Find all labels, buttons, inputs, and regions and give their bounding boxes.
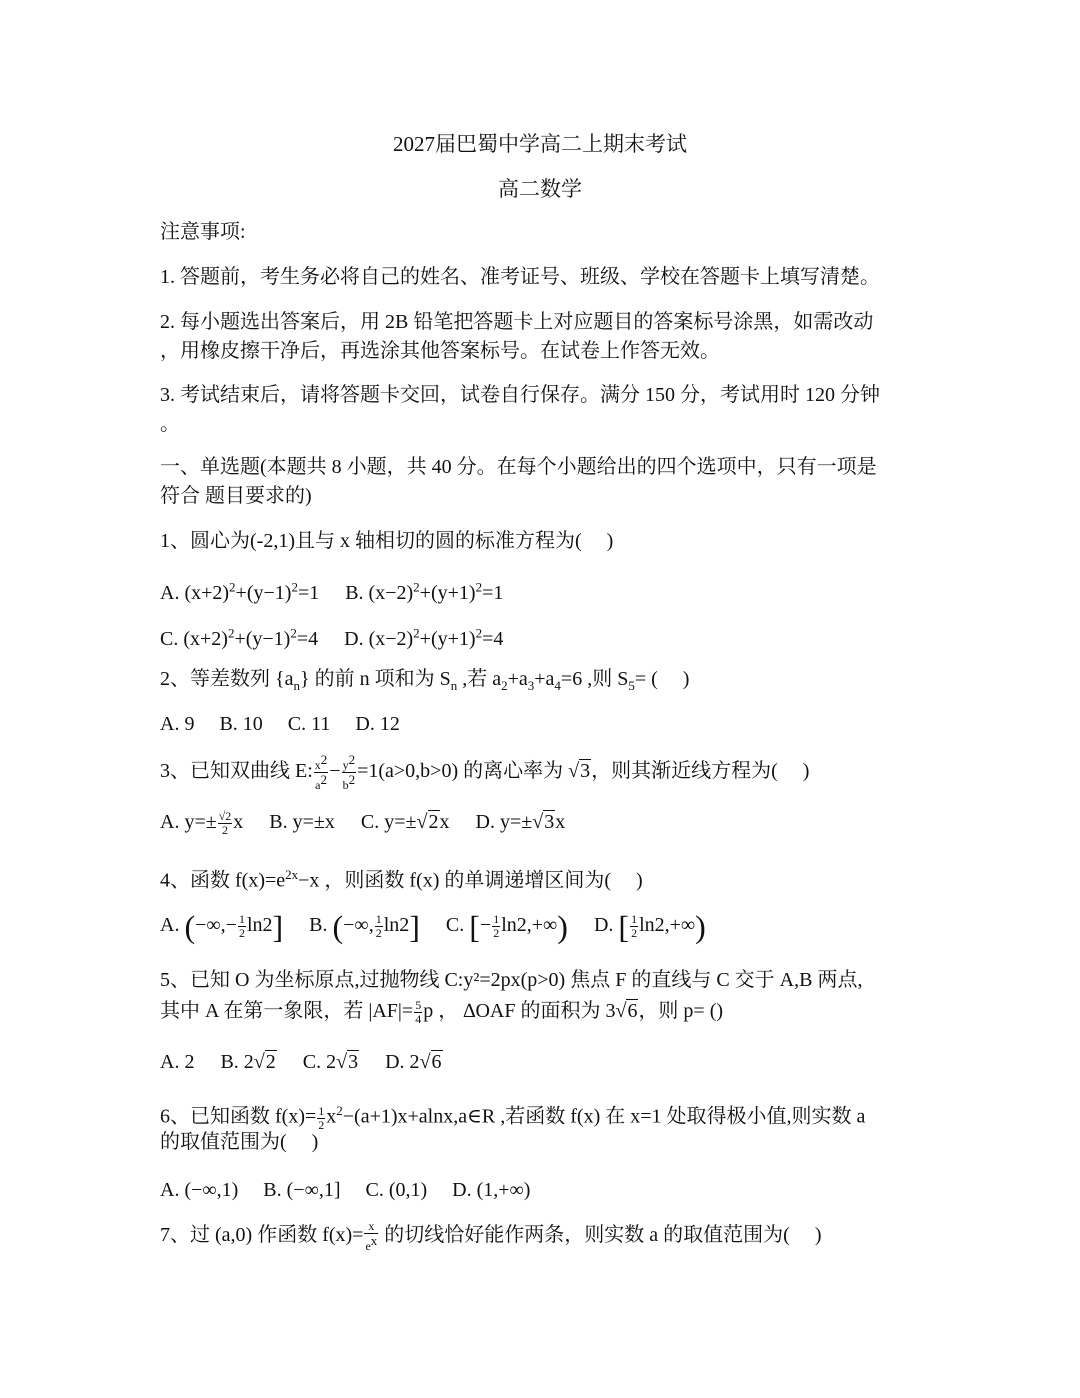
q5-option-b: B. 2√2 xyxy=(220,1051,276,1073)
section-heading-line2: 符合 题目要求的) xyxy=(160,485,312,507)
note-3-line2: 。 xyxy=(160,413,180,435)
q1-options-row1 xyxy=(160,573,503,607)
q3-stem: 3、已知双曲线 E: $\frac{x^2}{a^2}$ − $\frac{y^2}{b^2}$ =1(a>0,b>0) 的离心率为 √3，则其渐近线方程为( ) xyxy=(160,752,810,792)
q4-option-c: C. [− $\frac{1}{2}$ ln2,+∞) xyxy=(445,908,568,945)
q3-options xyxy=(160,808,565,837)
q4-option-d: D. [ $\frac{1}{2}$ ln2,+∞) xyxy=(593,908,706,945)
q5-option-d: D. 2√6 xyxy=(385,1051,442,1073)
q6-stem-line2: 的取值范围为( ) xyxy=(160,1131,319,1153)
q3-option-a: A. y=± $\frac{√2}{2}$ x xyxy=(160,808,244,837)
q4-option-b: B. (−∞, $\frac{1}{2}$ ln2] xyxy=(309,908,420,945)
q5-stem-line1: 5、已知 O 为坐标原点,过抛物线 C:y²=2px(p>0) 焦点 F 的直线与 C 交于 A,B 两点, xyxy=(160,969,863,991)
exam-subject: 高二数学 xyxy=(498,177,582,201)
exam-title: 2027届巴蜀中学高二上期末考试 xyxy=(393,132,687,156)
q7-stem: 7、过 (a,0) 作函数 f(x)= $\frac{x}{e^x}$ 的切线恰好能作两条，则实数 a 的取值范围为( ) xyxy=(160,1219,822,1253)
q1-option-d: D. $(x-2)^2+(y+1)^2=4$ xyxy=(344,625,504,650)
q5-stem-line2: 其中 A 在第一象限，若 |AF|= $\frac{5}{4}$ p ， ∆OAF 的面积为 3√6，则 p= () xyxy=(160,997,724,1026)
note-2-line1: 2. 每小题选出答案后，用 2B 铅笔把答题卡上对应题目的答案标号涂黑，如需改动 xyxy=(160,311,874,333)
q5-option-a: A. 2 xyxy=(160,1051,195,1073)
section-heading-line1: 一、单选题(本题共 8 小题，共 40 分。在每个小题给出的四个选项中，只有一项是 xyxy=(160,456,877,478)
note-2-line2: ，用橡皮擦干净后，再选涂其他答案标号。在试卷上作答无效。 xyxy=(160,340,720,362)
q4-options xyxy=(160,908,706,945)
q3-option-c: C. y=±√2x xyxy=(360,811,450,833)
q3-option-d: D. y=±√3x xyxy=(475,811,566,833)
q2-stem: 2、等差数列 $\{a_n\}$ 的前 n 项和为 $S_n$ ,若 $a_2+a_3+a_4=6$ ,则 $S_5=$ ( ) xyxy=(160,668,690,693)
q6-options: A. (−∞,1) B. (−∞,1] C. (0,1) D. (1,+∞) xyxy=(160,1179,531,1201)
q1-option-c: C. $(x+2)^2+(y-1)^2=4$ xyxy=(160,625,319,650)
q1-option-b: B. $(x-2)^2+(y+1)^2=1$ xyxy=(345,579,504,604)
q6-stem-line1: 6、已知函数 f(x)= $\frac{1}{2}$ $x^2-(a+1)x+alnx,a\in R$ ,若函数 f(x) 在 x=1 处取得极小值,则实数 a xyxy=(160,1103,866,1132)
note-3-line1: 3. 考试结束后，请将答题卡交回，试卷自行保存。满分 150 分，考试用时 120 分钟 xyxy=(160,384,880,406)
q1-options-row2 xyxy=(160,619,503,653)
note-1: 1. 答题前，考生务必将自己的姓名、准考证号、班级、学校在答题卡上填写清楚。 xyxy=(160,266,880,288)
q4-option-a: A. (−∞,− $\frac{1}{2}$ ln2] xyxy=(160,908,284,945)
q2-options: A. 9 B. 10 C. 11 D. 12 xyxy=(160,713,400,735)
q5-option-c: C. 2√3 xyxy=(302,1051,359,1073)
q1-option-a: A. $(x+2)^2+(y-1)^2=1$ xyxy=(160,579,320,604)
q5-options xyxy=(160,1048,443,1076)
q4-stem: 4、函数 $f(x)=e^{2x}-x$ ，则函数 f(x) 的单调递增区间为( ) xyxy=(160,867,643,892)
q3-option-b: B. y=±x xyxy=(269,811,335,833)
notes-heading: 注意事项: xyxy=(160,221,246,243)
q1-stem: 1、圆心为(-2,1)且与 x 轴相切的圆的标准方程为( ) xyxy=(160,530,614,552)
